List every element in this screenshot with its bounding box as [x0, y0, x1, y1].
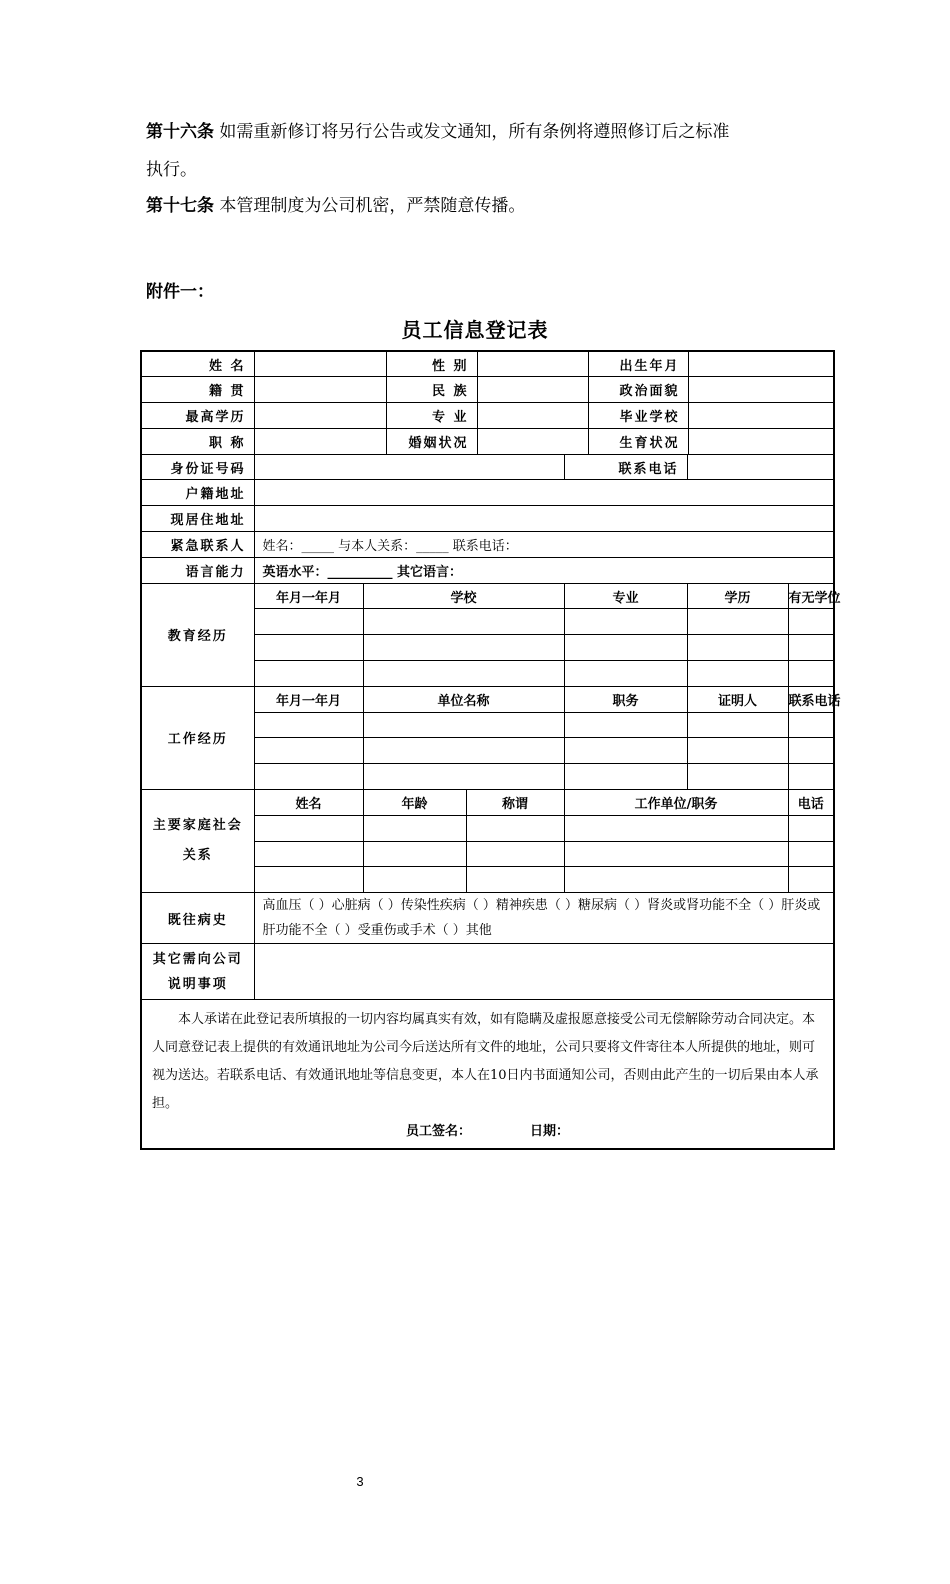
work-cell[interactable]: [254, 738, 363, 764]
edu-cell[interactable]: [788, 635, 834, 661]
work-cell[interactable]: [788, 764, 834, 790]
row-notice: [141, 1000, 834, 1150]
article-16-continued: 执行。: [146, 160, 197, 180]
input-native[interactable]: [254, 377, 386, 403]
label-other: [141, 944, 254, 1000]
edu-col-period: 年月一年月: [254, 583, 363, 609]
input-hukou[interactable]: [254, 480, 834, 506]
fam-cell[interactable]: [564, 815, 788, 841]
input-school[interactable]: [688, 403, 834, 429]
label-family-line1: 主要家庭社会: [152, 818, 243, 834]
edu-cell[interactable]: [687, 661, 788, 687]
fam-cell[interactable]: [788, 867, 834, 893]
edu-cell[interactable]: [788, 661, 834, 687]
label-gender: 性 别: [386, 351, 477, 377]
input-emergency[interactable]: 姓名：_____ 与本人关系：_____ 联系电话：: [254, 532, 834, 558]
edu-cell[interactable]: [363, 635, 564, 661]
article-16: [146, 122, 729, 142]
edu-col-major: 专业: [564, 583, 687, 609]
work-cell[interactable]: [254, 764, 363, 790]
edu-cell[interactable]: [687, 635, 788, 661]
fam-cell[interactable]: [788, 841, 834, 867]
edu-col-has-degree: 有无学位: [788, 583, 834, 609]
work-col-reference: 证明人: [687, 686, 788, 712]
label-emergency: 紧急联系人: [141, 532, 254, 558]
edu-cell[interactable]: [363, 609, 564, 635]
input-education[interactable]: [254, 403, 386, 429]
input-birth[interactable]: [688, 351, 834, 377]
work-col-position: 职务: [564, 686, 687, 712]
row-id: [141, 454, 834, 480]
edu-cell[interactable]: [254, 609, 363, 635]
edu-cell[interactable]: [564, 635, 687, 661]
label-ethnic: 民 族: [386, 377, 477, 403]
label-name: 姓 名: [141, 351, 254, 377]
label-language: 语言能力: [141, 557, 254, 583]
attachment-label: 附件一：: [146, 282, 214, 302]
signature-line: [152, 1118, 823, 1148]
label-native: 籍 贯: [141, 377, 254, 403]
signature-label: 员工签名：: [405, 1124, 471, 1140]
input-language[interactable]: 英语水平：__________ 其它语言：: [254, 557, 834, 583]
fam-cell[interactable]: [363, 841, 466, 867]
employee-info-form: [140, 350, 841, 1150]
label-other-line1: 其它需向公司: [152, 951, 243, 967]
label-family-line2: 关系: [182, 848, 213, 864]
fam-cell[interactable]: [254, 841, 363, 867]
label-birth: 出生年月: [588, 351, 688, 377]
work-col-phone: 联系电话: [788, 686, 834, 712]
label-family: [141, 790, 254, 893]
edu-cell[interactable]: [254, 635, 363, 661]
fam-cell[interactable]: [254, 867, 363, 893]
work-cell[interactable]: [363, 764, 564, 790]
edu-cell[interactable]: [788, 609, 834, 635]
label-school: 毕业学校: [588, 403, 688, 429]
label-hukou: 户籍地址: [141, 480, 254, 506]
edu-cell[interactable]: [254, 661, 363, 687]
row-address: [141, 506, 834, 532]
work-cell[interactable]: [788, 712, 834, 738]
work-cell[interactable]: [363, 712, 564, 738]
work-cell[interactable]: [687, 712, 788, 738]
work-cell[interactable]: [564, 712, 687, 738]
medical-options[interactable]: 高血压（ ）心脏病（ ）传染性疾病（ ）精神疾患（ ）糖尿病（ ）肾炎或肾功能不全（ ）肝炎或肝功能不全（ ）受重伤或手术（ ）其他: [254, 893, 834, 944]
work-cell[interactable]: [564, 738, 687, 764]
input-politics[interactable]: [688, 377, 834, 403]
row-basic-2: [141, 377, 834, 403]
fam-cell[interactable]: [564, 867, 788, 893]
row-other: [141, 944, 834, 1000]
label-title: 职 称: [141, 428, 254, 454]
edu-cell[interactable]: [564, 661, 687, 687]
input-other[interactable]: [254, 944, 834, 1000]
work-header-row: [141, 686, 834, 712]
label-politics: 政治面貌: [588, 377, 688, 403]
label-id-number: 身份证号码: [141, 454, 254, 480]
declaration-cell: [141, 1000, 834, 1150]
label-education-history: 教育经历: [141, 583, 254, 686]
work-cell[interactable]: [687, 764, 788, 790]
fam-cell[interactable]: [466, 815, 564, 841]
input-phone[interactable]: [687, 454, 834, 480]
label-medical: 既往病史: [141, 893, 254, 944]
article-16-text: 如需重新修订将另行公告或发文通知，所有条例将遵照修订后之标准: [219, 122, 730, 142]
edu-col-degree: 学历: [687, 583, 788, 609]
work-cell[interactable]: [788, 738, 834, 764]
fam-cell[interactable]: [466, 841, 564, 867]
row-basic-3: [141, 403, 834, 429]
fam-cell[interactable]: [363, 815, 466, 841]
input-children[interactable]: [688, 428, 834, 454]
article-16-label: 第十六条: [146, 122, 214, 142]
input-marriage[interactable]: [477, 428, 588, 454]
article-17: [146, 196, 525, 216]
label-major: 专 业: [386, 403, 477, 429]
edu-cell[interactable]: [564, 609, 687, 635]
fam-cell[interactable]: [254, 815, 363, 841]
fam-cell[interactable]: [564, 841, 788, 867]
row-language: [141, 557, 834, 583]
label-children: 生育状况: [588, 428, 688, 454]
work-cell[interactable]: [564, 764, 687, 790]
fam-cell[interactable]: [363, 867, 466, 893]
fam-col-employer: 工作单位/职务: [564, 790, 788, 816]
declaration-text: 本人承诺在此登记表所填报的一切内容均属真实有效，如有隐瞒及虚报愿意接受公司无偿解除劳动合同决定。本人同意登记表上提供的有效通讯地址为公司今后送达所有文件的地址，公司只要将文件寄往本人所提供的地址，则可视为送达。若联系电话、有效通讯地址等信息变更，本人在10日内书面通知公司，否则由此产生的一切后果由本人承担。: [152, 1012, 819, 1112]
edu-cell[interactable]: [687, 609, 788, 635]
article-17-text: 本管理制度为公司机密，严禁随意传播。: [219, 196, 526, 216]
row-medical: [141, 893, 834, 944]
label-education: 最高学历: [141, 403, 254, 429]
label-work-history: 工作经历: [141, 686, 254, 789]
fam-col-relation: 称谓: [466, 790, 564, 816]
work-cell[interactable]: [687, 738, 788, 764]
label-phone: 联系电话: [564, 454, 687, 480]
input-gender[interactable]: [477, 351, 588, 377]
row-basic-1: [141, 351, 834, 377]
fam-col-age: 年龄: [363, 790, 466, 816]
work-cell[interactable]: [254, 712, 363, 738]
fam-cell[interactable]: [788, 815, 834, 841]
input-name[interactable]: [254, 351, 386, 377]
work-cell[interactable]: [363, 738, 564, 764]
label-marriage: 婚姻状况: [386, 428, 477, 454]
article-17-label: 第十七条: [146, 196, 214, 216]
input-title[interactable]: [254, 428, 386, 454]
edu-col-school: 学校: [363, 583, 564, 609]
fam-col-phone: 电话: [788, 790, 834, 816]
form-title: 员工信息登记表: [401, 318, 549, 342]
education-header-row: [141, 583, 834, 609]
input-id-number[interactable]: [254, 454, 564, 480]
row-hukou: [141, 480, 834, 506]
input-major[interactable]: [477, 403, 588, 429]
work-col-company: 单位名称: [363, 686, 564, 712]
date-label: 日期：: [530, 1124, 570, 1140]
label-address: 现居住地址: [141, 506, 254, 532]
row-emergency: [141, 532, 834, 558]
input-address[interactable]: [254, 506, 834, 532]
label-other-line2: 说明事项: [167, 976, 228, 992]
fam-col-name: 姓名: [254, 790, 363, 816]
edu-cell[interactable]: [363, 661, 564, 687]
work-col-period: 年月一年月: [254, 686, 363, 712]
page-number: 3: [356, 1474, 364, 1489]
family-header-row: [141, 790, 834, 816]
fam-cell[interactable]: [466, 867, 564, 893]
input-ethnic[interactable]: [477, 377, 588, 403]
row-basic-4: [141, 428, 834, 454]
